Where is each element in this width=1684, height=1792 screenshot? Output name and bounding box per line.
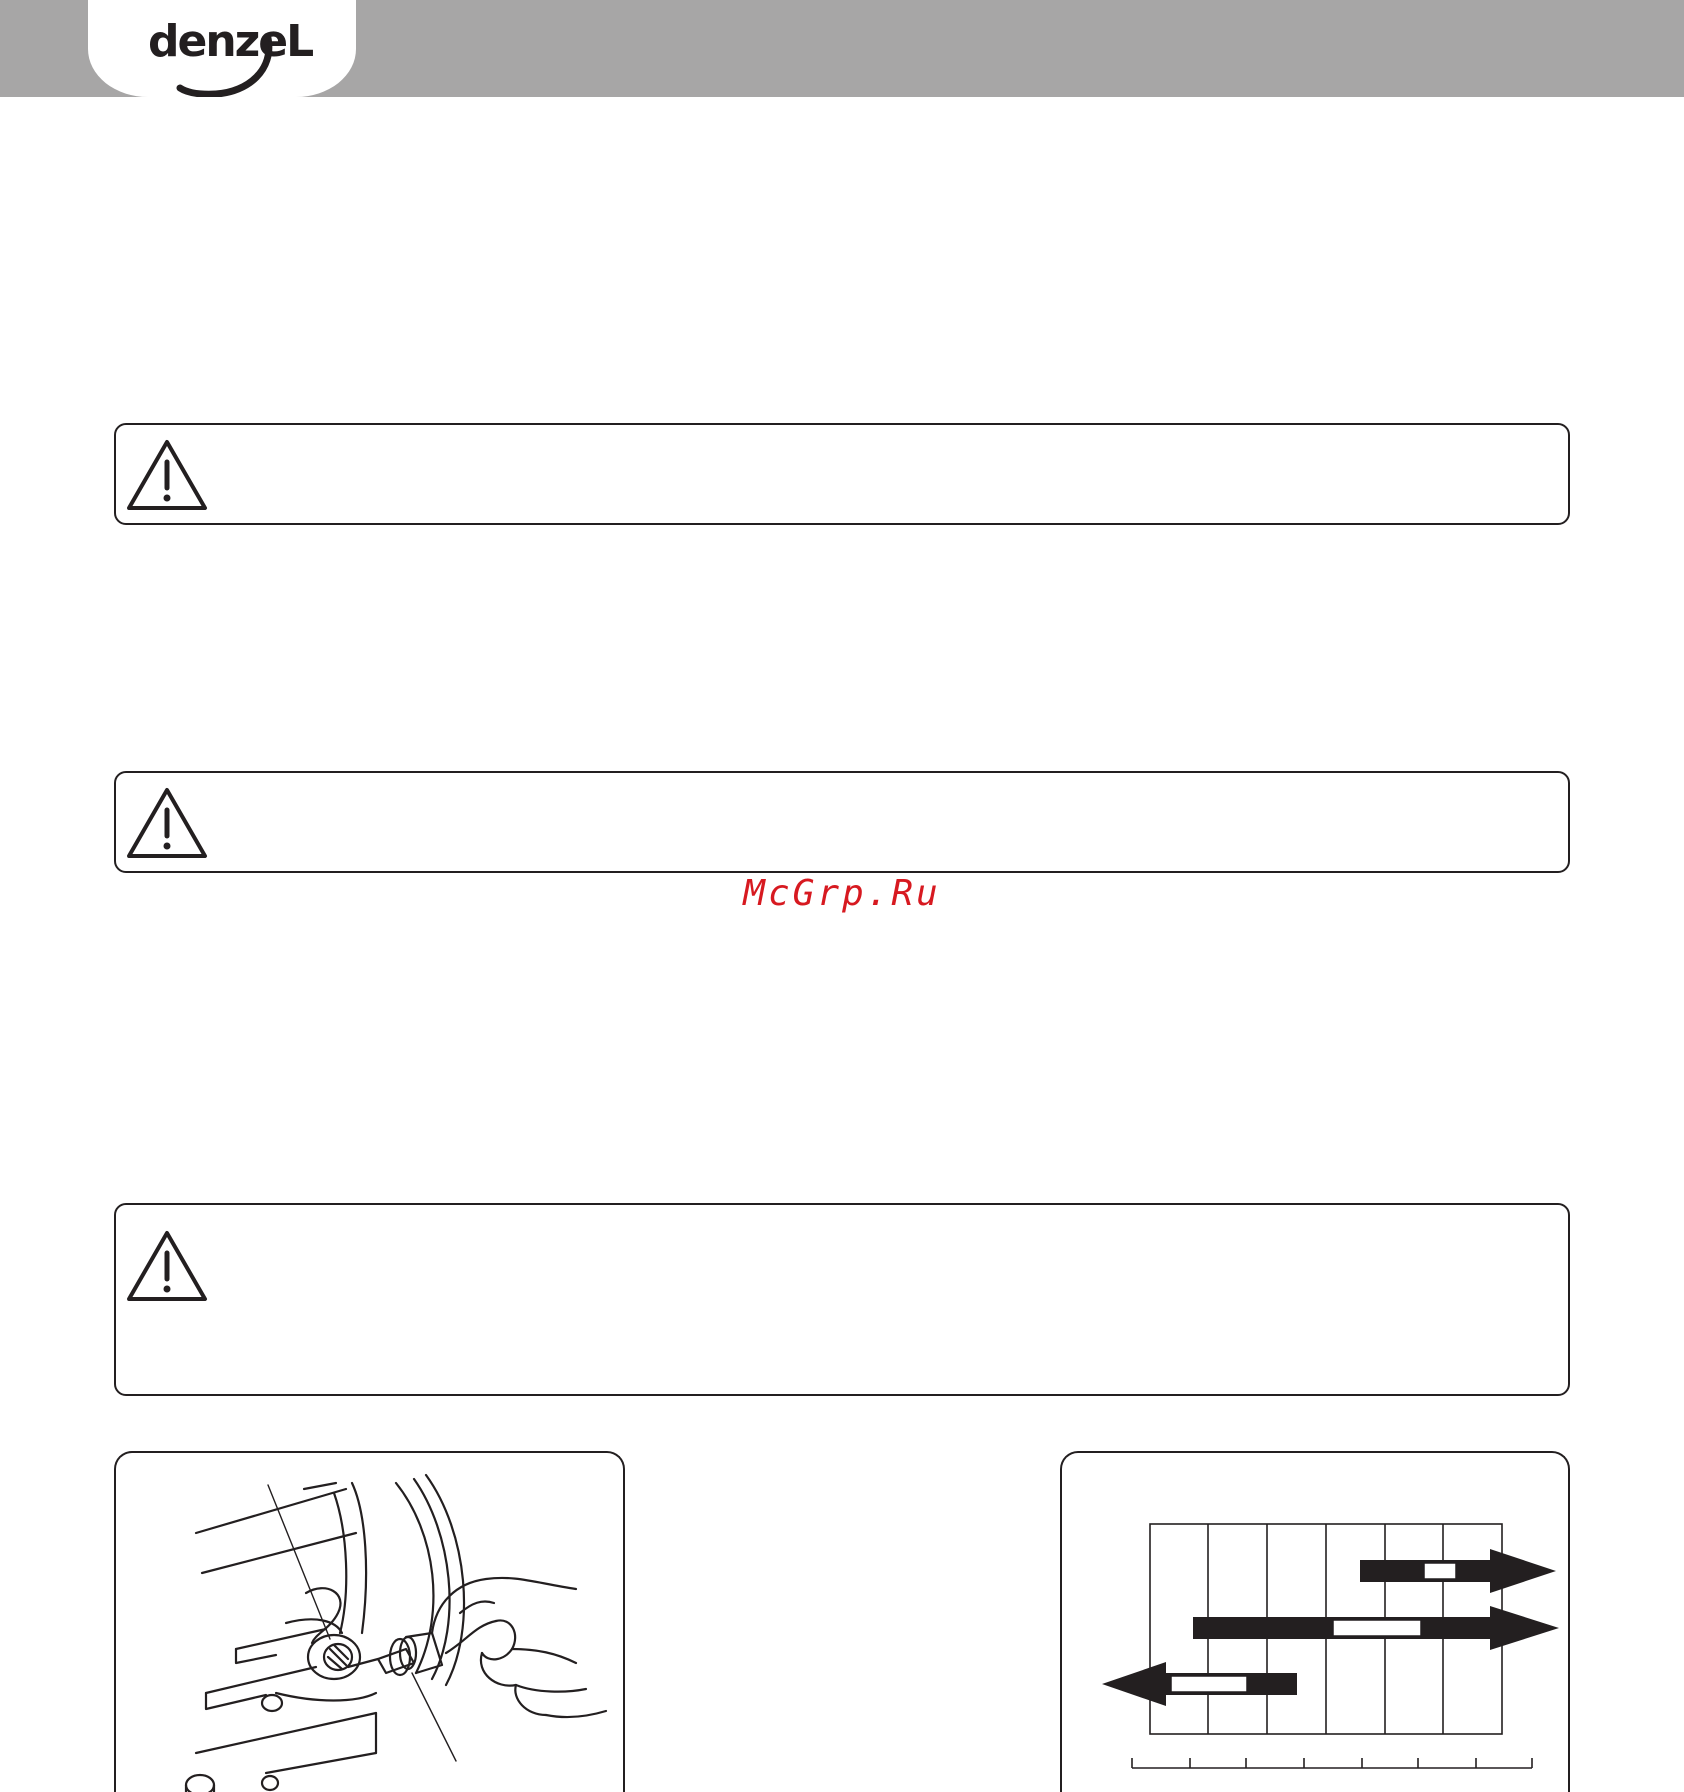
warning-box-2 (114, 771, 1570, 873)
warning-triangle-icon (125, 438, 209, 512)
range-arrow-1 (1360, 1549, 1556, 1593)
warning-box-1 (114, 423, 1570, 525)
range-arrow-2 (1193, 1606, 1559, 1650)
warning-box-3 (114, 1203, 1570, 1396)
warning-triangle-icon (125, 786, 209, 860)
watermark-text: McGrp.Ru (743, 873, 941, 914)
speed-range-diagram (1062, 1453, 1570, 1792)
motor-brush-replacement-illustration (116, 1453, 625, 1792)
figure-right (1060, 1451, 1570, 1792)
header-bar (0, 0, 1684, 97)
warning-triangle-icon (125, 1229, 209, 1303)
brand-logo (88, 0, 356, 97)
figure-left (114, 1451, 625, 1792)
brand-name: denzeL (148, 16, 313, 67)
